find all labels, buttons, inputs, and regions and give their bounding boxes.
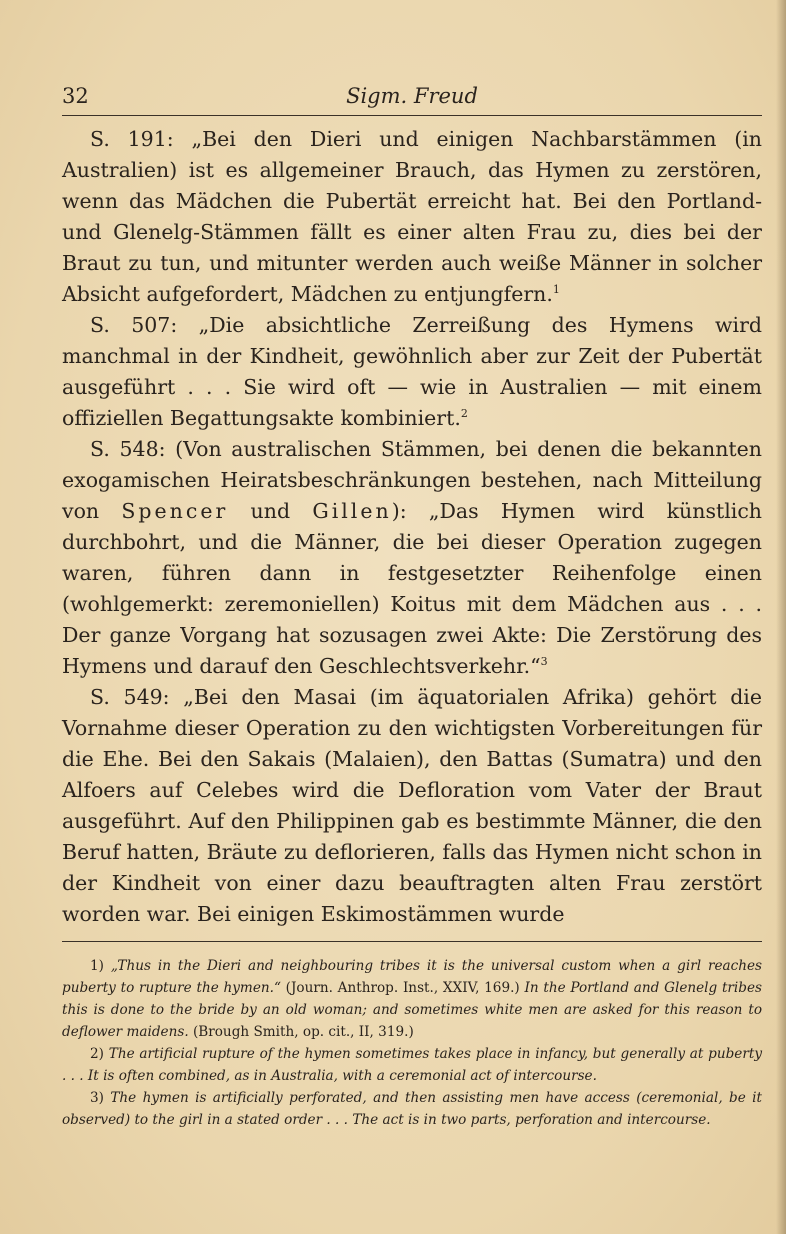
paragraph-s191 — [62, 124, 762, 310]
header-rule — [62, 115, 762, 116]
footnote-3 — [62, 1087, 762, 1131]
paragraph-text: und — [228, 499, 313, 523]
footnote-marker: 1 — [552, 283, 560, 297]
page-header — [62, 84, 762, 114]
paragraph-text: ): „Das Hymen wird künstlich durchbohrt, und die Männer, die bei dieser Operation zugegen waren, führen dann in festgesetzter Reihenfolge einen (wohlgemerkt: zeremoniellen) Koitus mit dem Mädchen aus . . . Der ganze Vorgang hat sozusagen zwei Akte: Die Zerstörung des Hymens und darauf den Geschlechtsverkehr.“ — [62, 499, 762, 678]
footnote-quote: The artificial rupture of the hymen sometimes takes place in infancy, but generally at puberty . . . It is often combined, as in Australia, with a ceremonial act of intercourse. — [62, 1046, 762, 1084]
footnotes — [62, 955, 762, 1131]
footnote-marker: 3 — [540, 655, 548, 669]
footnote-citation: (Brough Smith, op. cit., II, 319.) — [188, 1024, 414, 1040]
main-text — [62, 124, 762, 930]
footnote-quote: The hymen is artificially perforated, and then assisting men have access (ceremonial, be it observed) to the girl in a stated order . . . The act is in two parts, perforation and intercourse. — [62, 1090, 762, 1128]
paragraph-s548 — [62, 434, 762, 682]
footnote-marker: 2 — [460, 407, 468, 421]
paragraph-s507 — [62, 310, 762, 434]
running-head: Sigm. Freud — [346, 84, 478, 108]
footnote-1 — [62, 955, 762, 1043]
author-name: Gillen — [312, 499, 392, 523]
page-edge-shadow — [776, 0, 786, 1234]
footnote-citation: (Journ. Anthrop. Inst., XXIV, 169.) — [280, 980, 525, 996]
footnote-number: 3) — [90, 1090, 104, 1106]
footnote-quote: In the Portland and Glenelg tribes this is done to the bride by an old woman; and sometimes white men are asked for this reason to deflower maidens. — [62, 980, 763, 1040]
author-name: Spencer — [121, 499, 229, 523]
paragraph-text: S. 507: „Die absichtliche Zerreißung des Hymens wird manchmal in der Kindheit, gewöhnlich aber zur Zeit der Pubertät ausgeführt . . . Sie wird oft — wie in Australien — mit einem offiziellen Begattungsakte kombiniert. — [62, 313, 762, 430]
footnote-number: 2) — [90, 1046, 104, 1062]
footnote-quote: „Thus in the Dieri and neighbouring tribes it is the universal custom when a girl reaches puberty to rupture the hymen.“ — [62, 958, 762, 996]
paragraph-text: S. 191: „Bei den Dieri und einigen Nachbarstämmen (in Australien) ist es allgemeiner Brauch, das Hymen zu zerstören, wenn das Mädchen die Pubertät erreicht hat. Bei den Portland- und Glenelg-Stämmen fällt es einer alten Frau zu, dies bei der Braut zu tun, und mitunter werden auch weiße Männer in solcher Absicht aufgefordert, Mädchen zu entjungfern. — [62, 127, 762, 306]
footnote-number: 1) — [90, 958, 104, 974]
footnote-rule — [62, 941, 762, 942]
paragraph-text: S. 549: „Bei den Masai (im äquatorialen Afrika) gehört die Vornahme dieser Operation zu den wichtigsten Vorbereitungen für die Ehe. Bei den Sakais (Malaien), den Battas (Sumatra) und den Alfoers auf Celebes wird die Defloration vom Vater der Braut ausgeführt. Auf den Philippinen gab es bestimmte Männer, die den Beruf hatten, Bräute zu deflorieren, falls das Hymen nicht schon in der Kindheit von einer dazu beauftragten alten Frau zerstört worden war. Bei einigen Eskimostämmen wurde — [62, 685, 762, 926]
page-number: 32 — [62, 84, 89, 108]
footnote-2 — [62, 1043, 762, 1087]
paragraph-s549 — [62, 682, 762, 930]
paragraph-text: S. 548: (Von australischen Stämmen, bei denen die bekannten exogamischen Heiratsbeschränkungen bestehen, nach Mitteilung von — [62, 437, 762, 523]
